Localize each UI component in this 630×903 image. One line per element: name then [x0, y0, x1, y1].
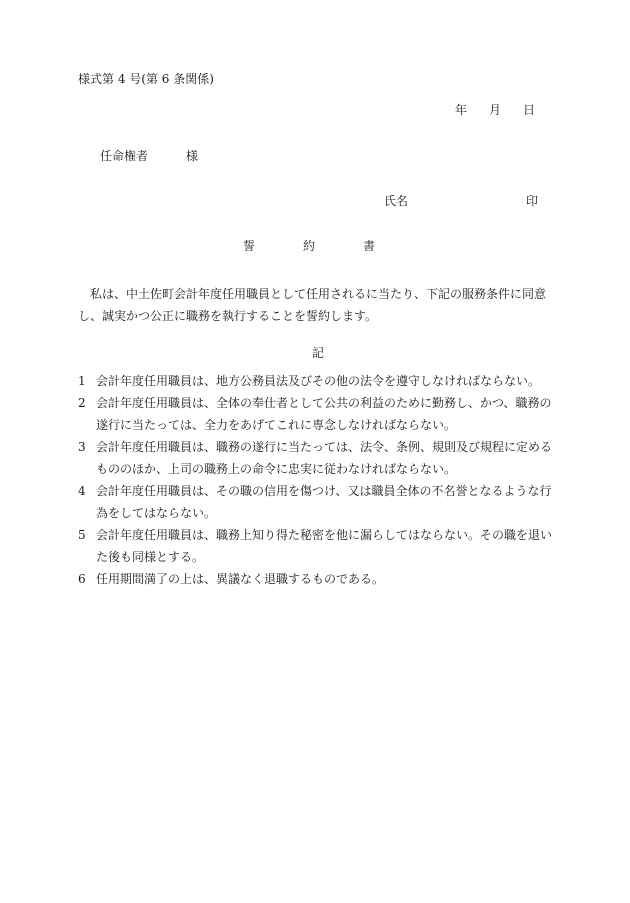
seal-label: 印: [526, 194, 539, 208]
clause-text: 任用期間満了の上は、異議なく退職するものである。: [96, 572, 385, 586]
clause-number: 4: [78, 484, 86, 498]
clause-number: 1: [78, 374, 86, 388]
clause-item: [78, 370, 562, 392]
date-month-label: 月: [489, 103, 502, 117]
pledge-preamble: 私は、中土佐町会計年度任用職員として任用されるに当たり、下記の服務条件に同意し、誠実かつ公正に職務を執行することを誓約します。: [78, 287, 547, 323]
appointing-authority-label: 任命権者: [100, 149, 149, 163]
clause-item: [78, 436, 562, 480]
clause-text: 会計年度任用職員は、その職の信用を傷つけ、又は職員全体の不名誉となるような行為をしてはならない。: [96, 484, 552, 520]
date-year-label: 年: [455, 103, 468, 117]
name-label: 氏名: [384, 194, 409, 208]
title-char-3: 書: [363, 239, 376, 253]
date-line: [455, 101, 535, 118]
clause-item: [78, 568, 562, 590]
signature-line: [384, 192, 538, 209]
form-number: 様式第 4 号(第 6 条関係): [78, 72, 214, 86]
honorific-label: 様: [186, 149, 199, 163]
title-char-2: 約: [303, 239, 316, 253]
date-day-label: 日: [523, 103, 536, 117]
addressee-line: [100, 147, 198, 164]
ki-heading: 記: [312, 346, 325, 360]
clause-text: 会計年度任用職員は、職務の遂行に当たっては、法令、条例、規則及び規程に定めるもののほか、上司の職務上の命令に忠実に従わなければならない。: [96, 440, 553, 476]
clause-number: 2: [78, 396, 86, 410]
clause-item: [78, 524, 562, 568]
clause-list: [78, 370, 562, 590]
clause-item: [78, 392, 562, 436]
clause-number: 5: [78, 528, 86, 542]
clause-number: 6: [78, 572, 86, 586]
document-title: [243, 237, 375, 254]
clause-item: [78, 480, 562, 524]
clause-text: 会計年度任用職員は、全体の奉仕者として公共の利益のために勤務し、かつ、職務の遂行に当たっては、全力をあげてこれに専念しなければならない。: [96, 396, 552, 432]
clause-text: 会計年度任用職員は、職務上知り得た秘密を他に漏らしてはならない。その職を退いた後も同様とする。: [96, 528, 553, 564]
clause-text: 会計年度任用職員は、地方公務員法及びその他の法令を遵守しなければならない。: [96, 374, 541, 388]
title-char-1: 誓: [243, 239, 256, 253]
clause-number: 3: [78, 440, 86, 454]
